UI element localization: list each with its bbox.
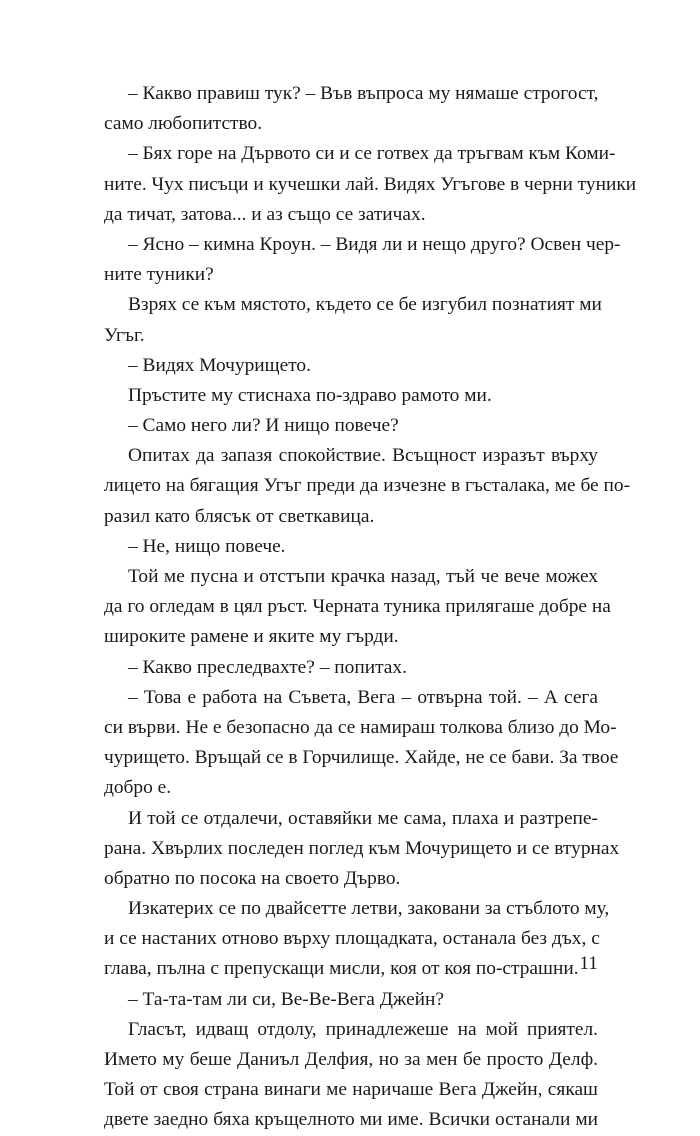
text-line: ните туники? [104, 264, 214, 286]
text-line: двете заедно бяха кръщелното ми име. Всички останали ми [104, 1109, 598, 1131]
text-line: и се настаних отново върху площадката, останала без дъх, с [104, 928, 600, 950]
text-line: – Какво правиш тук? – Във въпроса му нямаше строгост, [128, 83, 599, 104]
text-line: рана. Хвърлих последен поглед към Мочурището и се втурнах [104, 837, 620, 859]
text-line: Гласът, идващ отдолу, принадлежеше на мой приятел. [128, 1018, 598, 1040]
text-line: разил като блясък от светкавица. [104, 505, 375, 527]
text-line: Името му беше Даниъл Делфия, но за мен бе просто Делф. [104, 1049, 598, 1070]
text-line: Изкатерих се по двайсетте летви, заковани за стъблото му, [128, 898, 610, 920]
text-line: – Не, нищо повече. [128, 535, 286, 557]
text-line: си върви. Не е безопасно да се намираш толкова близо до Мо- [104, 716, 617, 738]
text-line: – Видях Мочурището. [128, 354, 311, 376]
page-number: 11 [579, 953, 598, 974]
text-line: Пръстите му стиснаха по-здраво рамото ми. [128, 384, 492, 406]
text-line: Угъг. [104, 324, 145, 346]
text-line: да го огледам в цял ръст. Черната туника прилягаше добре на [104, 596, 611, 618]
text-line: И той се отдалечи, оставяйки ме сама, плаха и разтрепе- [128, 807, 598, 829]
text-line: – Какво преследвахте? – попитах. [128, 656, 407, 678]
text-line: – Това е работа на Съвета, Вега – отвърна той. – А сега [128, 686, 598, 708]
text-line: – Та-та-там ли си, Ве-Ве-Вега Джейн? [128, 988, 445, 1010]
text-line: – Бях горе на Дървото си и се готвех да тръгвам към Коми- [128, 143, 616, 165]
page-body [104, 79, 637, 1136]
text-line: да тичат, затова... и аз също се затичах. [104, 203, 426, 225]
text-line: ните. Чух писъци и кучешки лай. Видях Угъгове в черни туники [104, 173, 637, 195]
text-line: Опитах да запазя спокойствие. Всъщност изразът върху [128, 445, 598, 467]
text-line: Той от своя страна винаги ме наричаше Вега Джейн, сякаш [104, 1079, 598, 1101]
text-line: – Ясно – кимна Кроун. – Видя ли и нещо друго? Освен чер- [128, 233, 621, 255]
text-line: добро е. [104, 777, 172, 799]
text-line: лицето на бягащия Угъг преди да изчезне в гъсталака, ме бе по- [104, 475, 631, 497]
text-line: широките рамене и яките му гърди. [104, 626, 399, 648]
text-line: обратно по посока на своето Дърво. [104, 867, 401, 889]
text-line: само любопитство. [104, 113, 263, 135]
text-line: – Само него ли? И нищо повече? [128, 415, 399, 437]
text-line: глава, пълна с препускащи мисли, коя от коя по-страшни. [104, 958, 579, 980]
text-line: чурището. Връщай се в Горчилище. Хайде, не се бави. За твое [104, 747, 619, 769]
text-line: Той ме пусна и отстъпи крачка назад, тъй че вече можех [128, 566, 598, 587]
text-line: Взрях се към мястото, където се бе изгубил познатият ми [128, 294, 602, 316]
